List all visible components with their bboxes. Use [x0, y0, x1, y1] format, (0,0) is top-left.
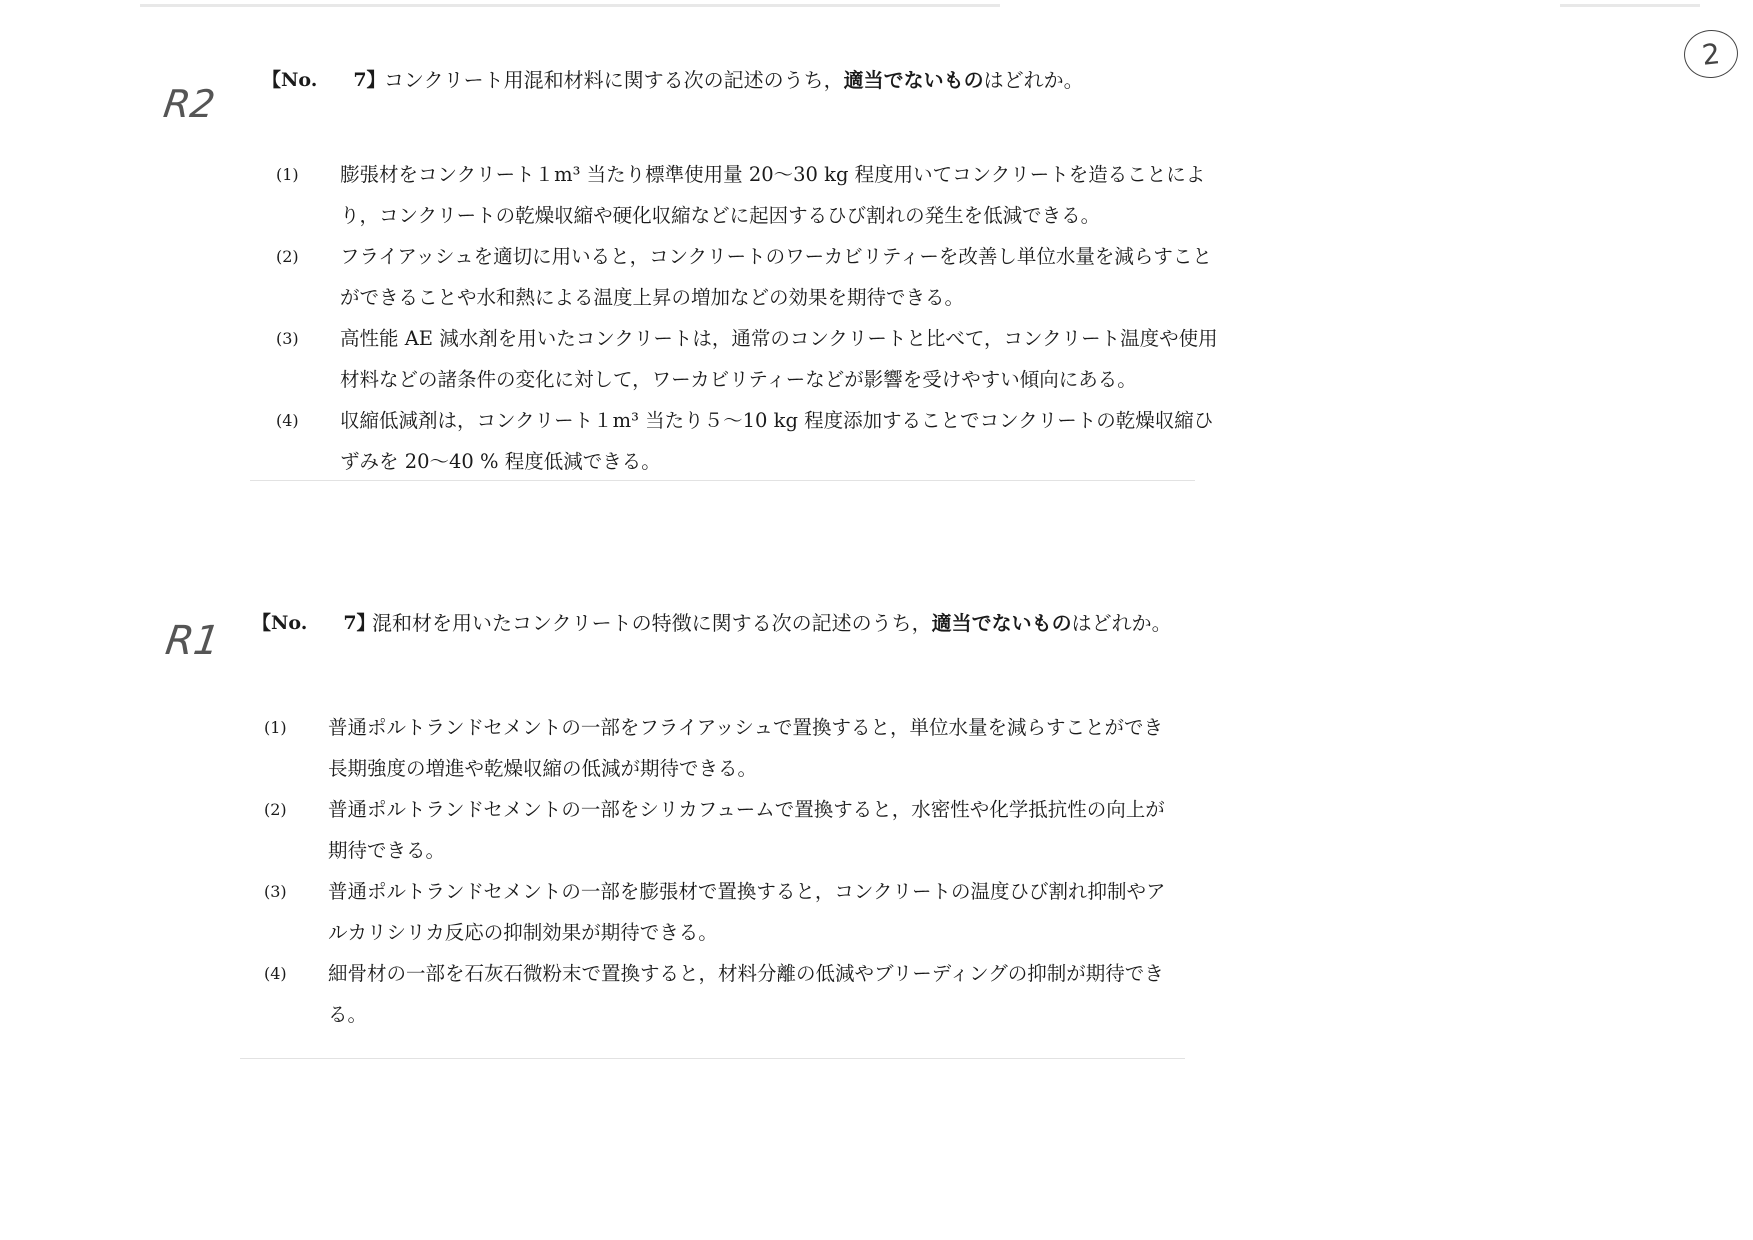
option-3: [264, 871, 1182, 953]
option-text: 高性能 AE 減水剤を用いたコンクリートは，通常のコンクリートと比べて，コンクリート温度や使用材料などの諸条件の変化に対して，ワーカビリティーなどが影響を受けやすい傾向にある。: [340, 327, 1218, 391]
question-number: [262, 62, 386, 98]
question-stem: [384, 62, 1222, 98]
question-number: [252, 603, 376, 643]
option-number: (4): [264, 964, 287, 983]
option-list: [276, 154, 1222, 482]
margin-note-q2: R1: [162, 618, 223, 664]
question-no-number: 7】: [343, 612, 376, 634]
scan-edge-top-right: [1560, 4, 1700, 7]
option-number: (3): [264, 882, 287, 901]
margin-note-q1: R2: [160, 82, 218, 126]
scan-edge-top: [140, 4, 1000, 7]
option-number: (1): [264, 718, 287, 737]
option-number: (2): [264, 800, 287, 819]
option-2: [264, 789, 1182, 871]
option-4: [276, 400, 1222, 482]
question-block-2: [252, 603, 1182, 1035]
option-text: 普通ポルトランドセメントの一部をシリカフュームで置換すると，水密性や化学抵抗性の向上が期待できる。: [328, 798, 1165, 862]
question-header: [252, 603, 1182, 643]
page-number: 2: [1700, 36, 1722, 72]
option-number: (3): [276, 329, 299, 348]
option-number: (1): [276, 165, 299, 184]
stem-after: はどれか。: [983, 68, 1084, 92]
section-divider-2: [240, 1058, 1185, 1059]
option-text: 普通ポルトランドセメントの一部をフライアッシュで置換すると，単位水量を減らすことができ長期強度の増進や乾燥収縮の低減が期待できる。: [328, 716, 1163, 780]
stem-before: 混和材を用いたコンクリートの特徴に関する次の記述のうち，: [372, 611, 932, 635]
stem-emphasis: 適当でないもの: [843, 68, 984, 92]
section-divider-1: [250, 480, 1195, 481]
option-number: (4): [276, 411, 299, 430]
question-stem: [372, 603, 1182, 643]
option-number: (2): [276, 247, 299, 266]
option-list: [264, 707, 1182, 1035]
stem-emphasis: 適当でないもの: [931, 611, 1072, 635]
option-text: 収縮低減剤は，コンクリート１m³ 当たり５〜10 kg 程度添加することでコンクリートの乾燥収縮ひずみを 20〜40 % 程度低減できる。: [340, 409, 1214, 473]
question-no-number: 7】: [353, 69, 386, 91]
option-text: 普通ポルトランドセメントの一部を膨張材で置換すると，コンクリートの温度ひび割れ抑制やアルカリシリカ反応の抑制効果が期待できる。: [328, 880, 1166, 944]
option-2: [276, 236, 1222, 318]
question-no-label: 【No.: [262, 69, 318, 91]
question-header: [262, 62, 1222, 98]
question-no-label: 【No.: [252, 612, 308, 634]
option-text: フライアッシュを適切に用いると，コンクリートのワーカビリティーを改善し単位水量を減らすことができることや水和熱による温度上昇の増加などの効果を期待できる。: [340, 245, 1212, 309]
option-text: 細骨材の一部を石灰石微粉末で置換すると，材料分離の低減やブリーディングの抑制が期待できる。: [328, 962, 1164, 1026]
stem-after: はどれか。: [1071, 611, 1172, 635]
stem-before: コンクリート用混和材料に関する次の記述のうち，: [384, 68, 844, 92]
option-3: [276, 318, 1222, 400]
option-1: [264, 707, 1182, 789]
option-text: 膨張材をコンクリート１m³ 当たり標準使用量 20〜30 kg 程度用いてコンクリートを造ることにより，コンクリートの乾燥収縮や硬化収縮などに起因するひび割れの発生を低減できる。: [340, 163, 1206, 227]
option-1: [276, 154, 1222, 236]
option-4: [264, 953, 1182, 1035]
page-number-mark: [1682, 27, 1741, 80]
question-block-1: [262, 62, 1222, 482]
